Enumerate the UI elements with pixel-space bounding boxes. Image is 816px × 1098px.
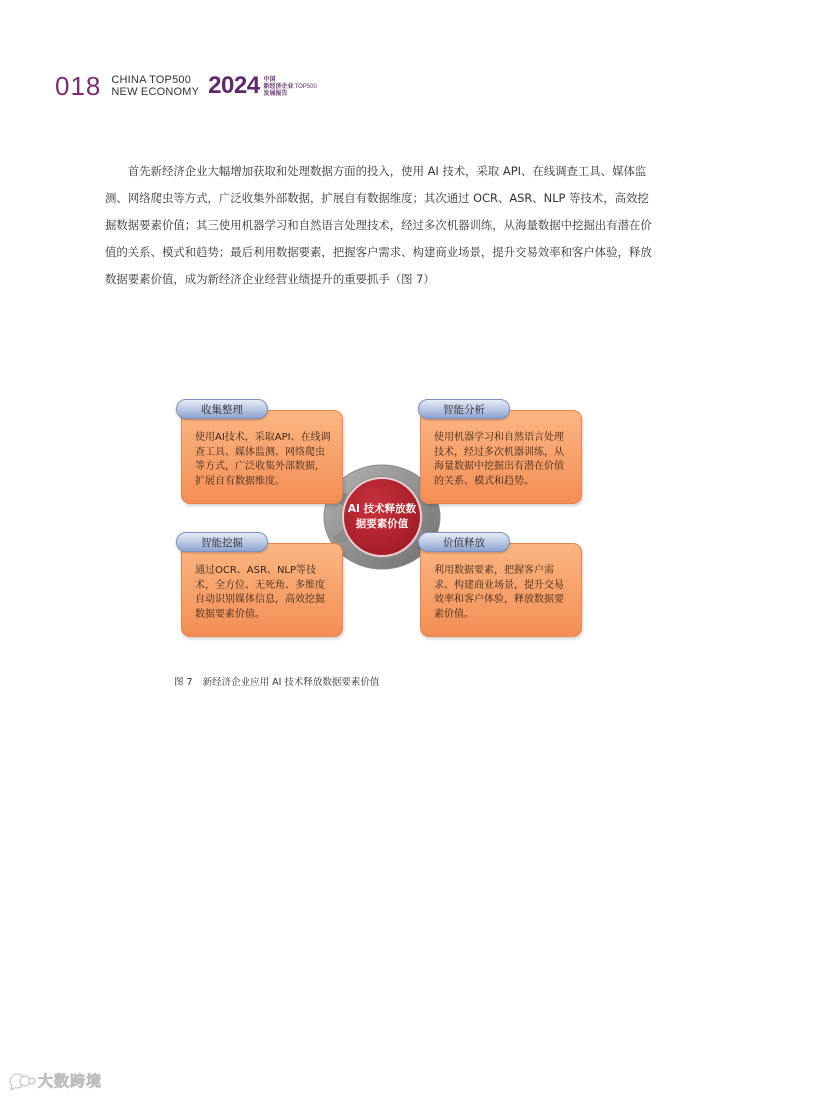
page-number: 018 [55, 71, 102, 101]
brand-line-1: CHINA TOP500 [111, 74, 192, 86]
watermark [6, 1070, 102, 1091]
box-analysis: 使用机器学习和自然语言处理技术，经过多次机器训练，从海量数据中挖掘出有潜在价值的关系、模式和趋势。 [420, 410, 582, 504]
brand-title [111, 74, 199, 98]
center-line-1: AI 技术释放数 [347, 503, 417, 515]
caption-number: 图 7 [174, 677, 193, 688]
watermark-text: 大数跨境 [38, 1072, 103, 1090]
chat-bubble-icon [6, 1071, 36, 1091]
tag-analysis: 智能分析 [418, 399, 510, 419]
tag-value-release: 价值释放 [418, 532, 510, 552]
figure-diagram [172, 396, 590, 644]
center-circle [342, 477, 422, 557]
caption-text: 新经济企业应用 AI 技术释放数据要素价值 [202, 677, 380, 688]
report-line-3: 发展报告 [263, 89, 288, 97]
body-paragraph: 首先新经济企业大幅增加获取和处理数据方面的投入，使用 AI 技术，采取 API、在线调查工具、媒体监测、网络爬虫等方式，广泛收集外部数据，扩展自有数据维度；其次通过 OCR、ASR、NLP 等技术，高效挖掘数据要素价值；其三使用机器学习和自然语言处理技术，经过多次机器训练，从海量数据中挖掘出有潜在价值的关系、模式和趋势；最后利用数据要素，把握客户需求、构建商业场景，提升交易效率和客户体验，释放数据要素价值，成为新经济企业经营业绩提升的重要抓手（图 7） [105, 164, 652, 286]
page-header [55, 70, 317, 102]
center-line-2: 据要素价值 [355, 518, 409, 530]
report-name [264, 76, 317, 97]
report-tag: TOP500 [294, 84, 317, 90]
figure-caption [174, 674, 379, 688]
box-value-release: 利用数据要素，把握客户需求、构建商业场景，提升交易效率和客户体验，释放数据要素价值。 [420, 543, 582, 637]
report-line-2: 新经济企业 [263, 82, 294, 90]
box-mining: 通过OCR、ASR、NLP等技术，全方位、无死角、多维度自动识别媒体信息，高效挖掘数据要素价值。 [181, 543, 343, 637]
report-year: 2024 [208, 72, 260, 99]
brand-line-2: NEW ECONOMY [111, 86, 200, 98]
report-line-1: 中国 [263, 75, 276, 83]
tag-mining: 智能挖掘 [176, 532, 268, 552]
tag-collect: 收集整理 [176, 399, 268, 419]
box-collect: 使用AI技术，采取API、在线调查工具、媒体监测、网络爬虫等方式，广泛收集外部数据，扩展自有数据维度。 [181, 410, 343, 504]
